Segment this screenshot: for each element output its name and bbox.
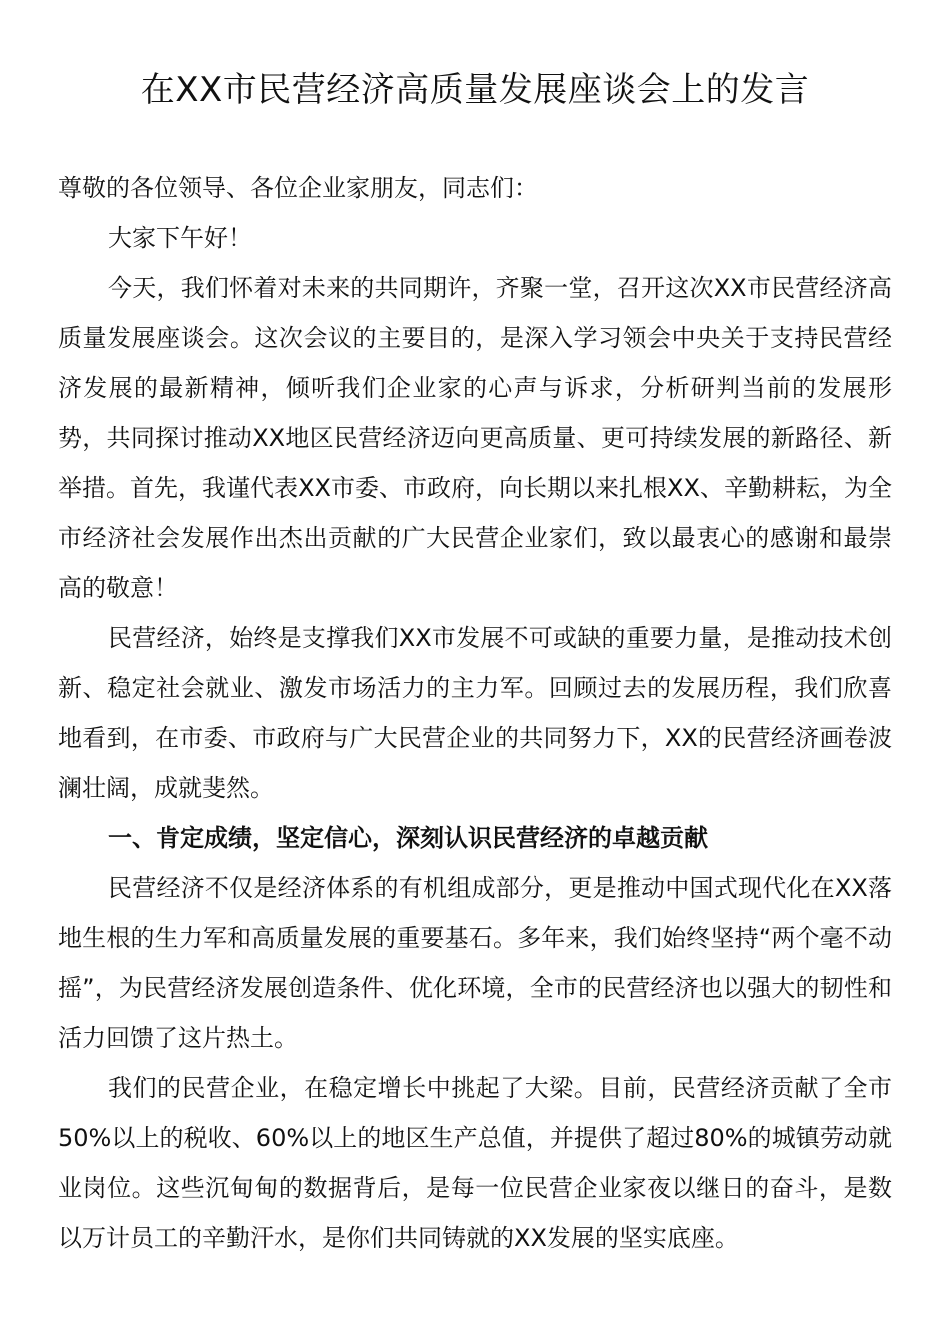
paragraph-section-2: 我们的民营企业，在稳定增长中挑起了大梁。目前，民营经济贡献了全市50%以上的税收、60%以上的地区生产总值，并提供了超过80%的城镇劳动就业岗位。这些沉甸甸的数据背后，是每一位民营企业家夜以继日的奋斗，是数以万计员工的辛勤汗水，是你们共同铸就的XX发展的坚实底座。 [58, 1074, 892, 1252]
paragraph-private-economy: 民营经济，始终是支撑我们XX市发展不可或缺的重要力量，是推动技术创新、稳定社会就业、激发市场活力的主力军。回顾过去的发展历程，我们欣喜地看到，在市委、市政府与广大民营企业的共同努力下，XX的民营经济画卷波澜壮阔，成就斐然。 [58, 624, 892, 802]
paragraph-opening: 今天，我们怀着对未来的共同期许，齐聚一堂，召开这次XX市民营经济高质量发展座谈会。这次会议的主要目的，是深入学习领会中央关于支持民营经济发展的最新精神，倾听我们企业家的心声与诉求，分析研判当前的发展形势，共同探讨推动XX地区民营经济迈向更高质量、更可持续发展的新路径、新举措。首先，我谨代表XX市委、市政府，向长期以来扎根XX、辛勤耕耘，为全市经济社会发展作出杰出贡献的广大民营企业家们，致以最衷心的感谢和最崇高的敬意！ [58, 274, 892, 602]
greeting: 大家下午好！ [108, 224, 252, 252]
section-heading: 一、肯定成绩，坚定信心，深刻认识民营经济的卓越贡献 [108, 824, 708, 852]
paragraph-section-1: 民营经济不仅是经济体系的有机组成部分，更是推动中国式现代化在XX落地生根的生力军和高质量发展的重要基石。多年来，我们始终坚持“两个毫不动摇”，为民营经济发展创造条件、优化环境，全市的民营经济也以强大的韧性和活力回馈了这片热土。 [58, 874, 892, 1052]
salutation: 尊敬的各位领导、各位企业家朋友，同志们： [58, 174, 538, 202]
document-body [58, 163, 892, 1263]
document-title: 在XX市民营经济高质量发展座谈会上的发言 [140, 70, 810, 110]
